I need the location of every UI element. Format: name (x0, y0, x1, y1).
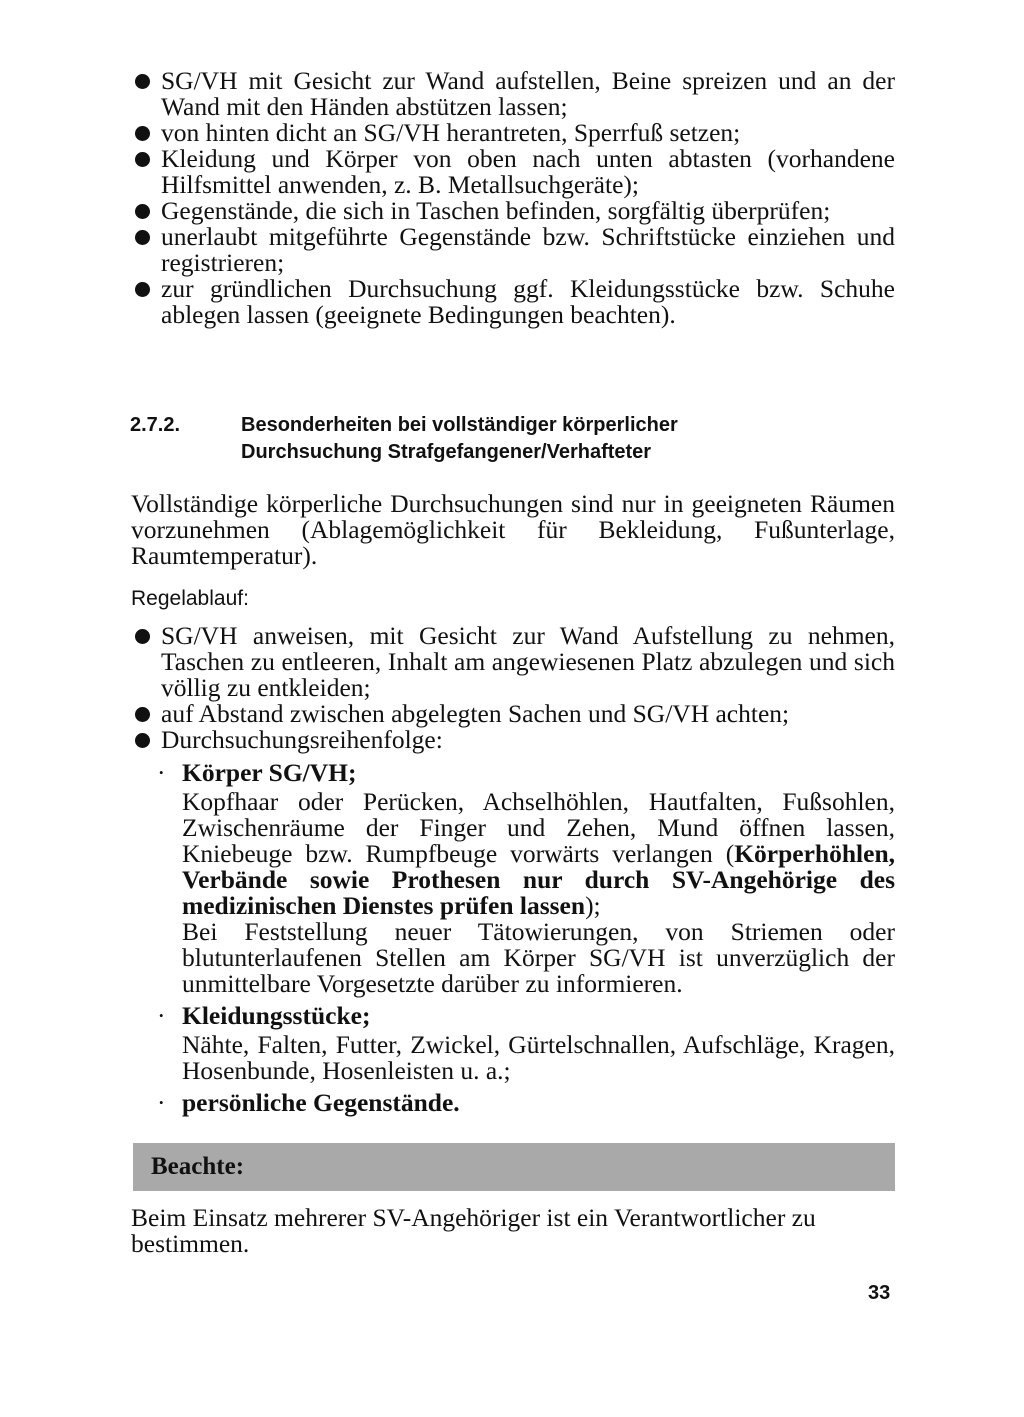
section-title (241, 412, 901, 466)
list-item: zur gründlichen Durchsuchung ggf. Kleidungsstücke bzw. Schuhe ablegen lassen (geeignete Bedingungen beachten). (133, 276, 895, 328)
sub-item-persoenlich (155, 1090, 895, 1116)
note-box (133, 1143, 895, 1191)
body-bold-text: Körperhöhlen, Verbände sowie Prothesen nur durch SV-Angehörige des medizinischen Dienstes prüfen lassen (182, 839, 895, 920)
list-item: Durchsuchungsreihenfolge: (133, 727, 895, 753)
final-paragraph: Beim Einsatz mehrerer SV-Angehöriger ist ein Verantwortlicher zu bestimmen. (131, 1203, 816, 1258)
search-procedure-list (133, 68, 895, 328)
sub-item-title: Kleidungsstücke; (182, 1001, 371, 1030)
page-number: 33 (868, 1282, 891, 1304)
sub-item-body: Nähte, Falten, Futter, Zwickel, Gürtelschnallen, Aufschläge, Kragen, Hosenbunde, Hosenleisten u. a.; (182, 1030, 895, 1085)
sub-item-koerper (155, 760, 895, 997)
search-order-list (155, 760, 895, 1122)
section-title-line: Besonderheiten bei vollständiger körperlicher (241, 414, 678, 436)
sub-bullet: · (157, 758, 166, 787)
sub-item-body (182, 789, 895, 919)
sub-item-body: Bei Feststellung neuer Tätowierungen, von Striemen oder blutunterlaufenen Stellen am Körper SG/VH ist unverzüglich der unmittelbare Vorgesetzte darüber zu informieren. (182, 917, 895, 998)
sub-item-title: Körper SG/VH; (182, 758, 357, 787)
list-item: SG/VH anweisen, mit Gesicht zur Wand Aufstellung zu nehmen, Taschen zu entleeren, Inhalt am angewiesenen Platz abzulegen und sich völlig zu entkleiden; (133, 623, 895, 701)
section-number: 2.7.2. (130, 414, 181, 436)
rules-list (133, 623, 895, 753)
list-item: unerlaubt mitgeführte Gegenstände bzw. Schriftstücke einziehen und registrieren; (133, 224, 895, 276)
list-item: auf Abstand zwischen abgelegten Sachen und SG/VH achten; (133, 701, 895, 727)
sub-bullet: · (157, 1088, 166, 1117)
sub-bullet: · (157, 1001, 166, 1030)
list-item: Kleidung und Körper von oben nach unten abtasten (vorhandene Hilfsmittel anwenden, z. B. Metallsuchgeräte); (133, 146, 895, 198)
regelablauf-label: Regelablauf: (131, 587, 249, 610)
list-item: von hinten dicht an SG/VH herantreten, Sperrfuß setzen; (133, 120, 895, 146)
note-label: Beachte: (151, 1153, 245, 1180)
section-title-line: Durchsuchung Strafgefangener/Verhafteter (241, 441, 652, 463)
sub-item-kleidung (155, 1003, 895, 1084)
sub-item-title: persönliche Gegenstände. (182, 1088, 460, 1117)
list-item: SG/VH mit Gesicht zur Wand aufstellen, Beine spreizen und an der Wand mit den Händen abstützen lassen; (133, 68, 895, 120)
intro-paragraph: Vollständige körperliche Durchsuchungen sind nur in geeigneten Räumen vorzunehmen (Ablagemöglichkeit für Bekleidung, Fußunterlage, Raumtemperatur). (131, 489, 895, 570)
body-text: ); (585, 891, 601, 920)
list-item: Gegenstände, die sich in Taschen befinden, sorgfältig überprüfen; (133, 198, 895, 224)
body-text: Kopfhaar oder Perücken, Achselhöhlen, Hautfalten, Fußsohlen, Zwischenräume der Finger und Zehen, Mund öffnen lassen, Kniebeuge bzw. Rumpfbeuge vorwärts verlangen ( (182, 787, 895, 868)
